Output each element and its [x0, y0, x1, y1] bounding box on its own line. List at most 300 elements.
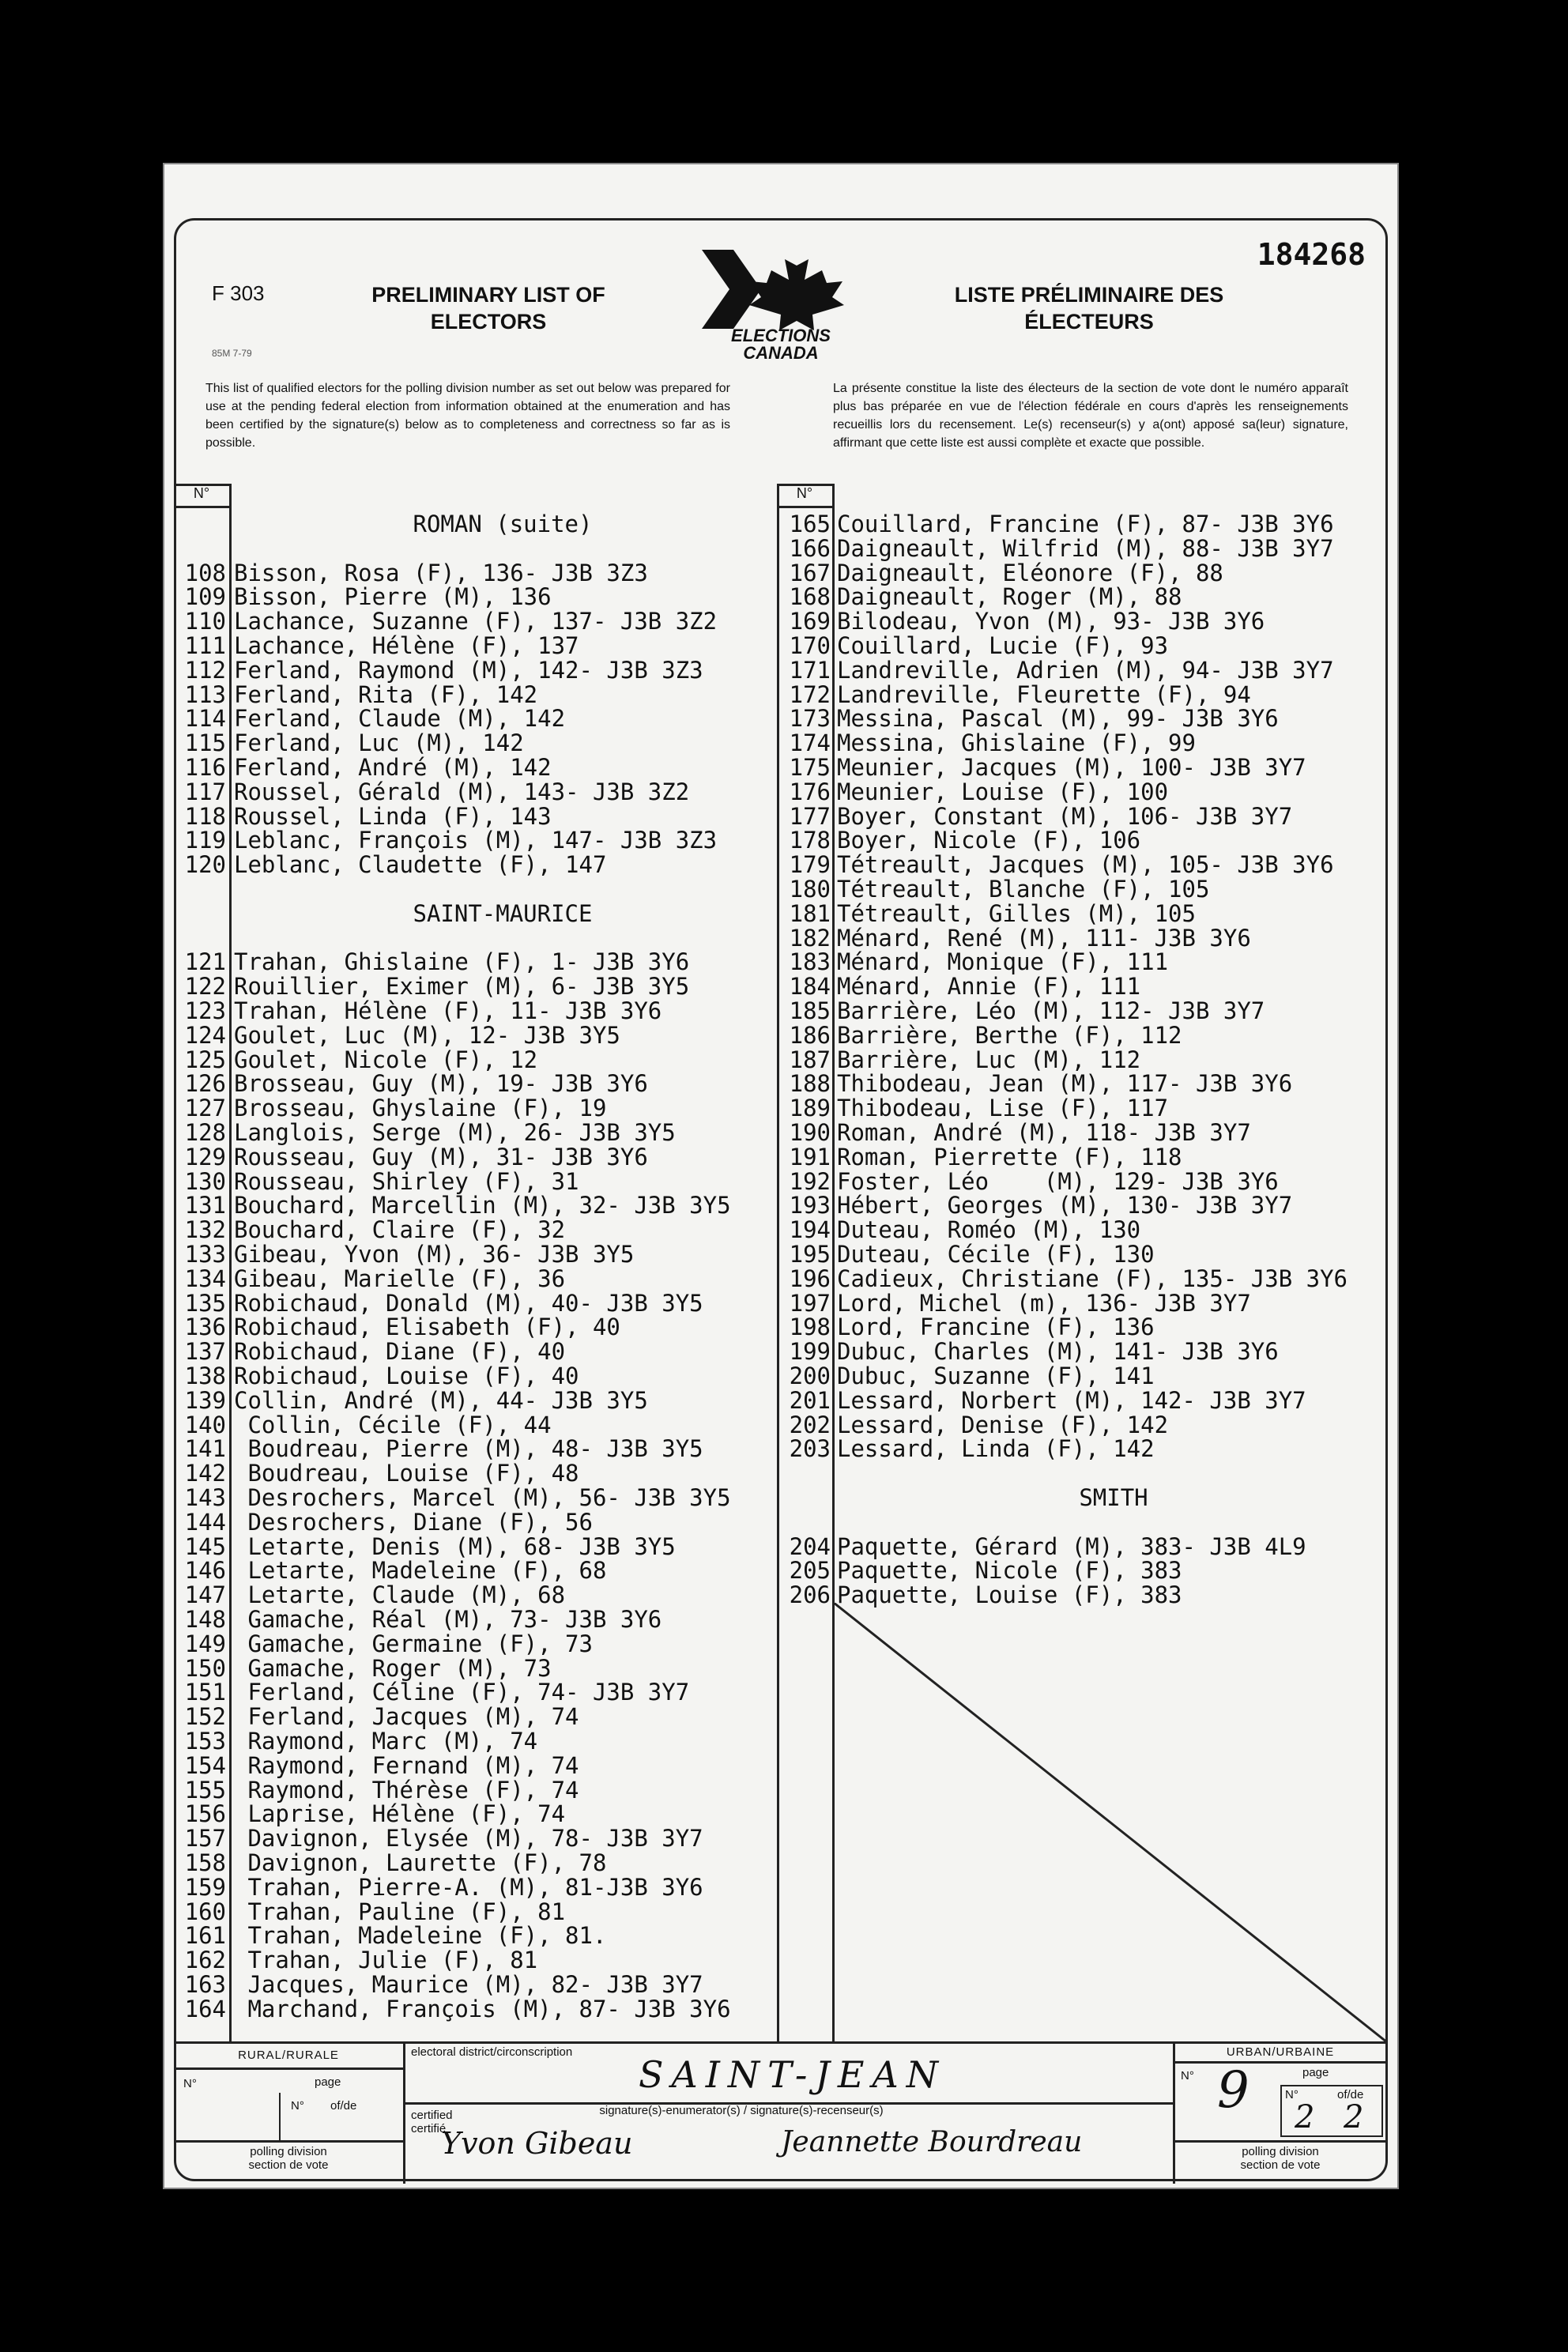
elector-entry: Paquette, Louise (F), 383	[837, 1581, 1182, 1609]
elector-entry: Roman, Pierrette (F), 118	[837, 1143, 1182, 1170]
elector-number: 119	[184, 827, 226, 854]
elector-number: 196	[789, 1265, 831, 1292]
elector-number: 181	[789, 899, 831, 927]
elector-entry: Rousseau, Guy (M), 31- J3B 3Y6	[234, 1143, 648, 1170]
elector-number: 122	[184, 973, 226, 1001]
elector-number: 120	[184, 851, 226, 879]
elector-row	[164, 1851, 777, 1875]
elector-row	[777, 1340, 1393, 1364]
elector-number: 121	[184, 948, 226, 976]
elector-number: 187	[789, 1046, 831, 1073]
elector-number: 190	[789, 1119, 831, 1146]
elector-row	[164, 1386, 777, 1414]
elector-row	[164, 1291, 777, 1316]
elector-row	[777, 585, 1393, 609]
rural-page-label: page	[315, 2075, 341, 2089]
elector-row	[164, 1632, 777, 1657]
elector-entry: Roman, André (M), 118- J3B 3Y7	[837, 1119, 1251, 1146]
elector-row	[164, 1583, 777, 1608]
elector-entry: Tétreault, Jacques (M), 105- J3B 3Y6	[837, 851, 1334, 879]
elector-row	[164, 1072, 777, 1096]
elector-entry: Raymond, Thérèse (F), 74	[234, 1776, 579, 1804]
elector-number: 173	[789, 705, 831, 733]
elector-entry: Bisson, Rosa (F), 136- J3B 3Z3	[234, 559, 648, 586]
elector-number: 147	[184, 1581, 226, 1609]
elector-row	[164, 1267, 777, 1291]
elector-entry: Landreville, Fleurette (F), 94	[837, 680, 1251, 708]
elector-entry: Rousseau, Shirley (F), 31	[234, 1167, 579, 1195]
urban-no-label: N°	[1181, 2069, 1194, 2082]
elector-entry: Dubuc, Suzanne (F), 141	[837, 1363, 1155, 1389]
page-no-label: N°	[1285, 2088, 1298, 2101]
elector-entry: Roussel, Linda (F), 143	[234, 802, 552, 830]
elector-entry: Messina, Pascal (M), 99- J3B 3Y6	[837, 705, 1279, 733]
elector-row	[164, 1486, 777, 1510]
elector-row	[777, 1559, 1393, 1583]
elector-row	[164, 1532, 777, 1560]
elector-entry: Trahan, Julie (F), 81	[234, 1947, 538, 1974]
left-number-header: N°	[193, 485, 210, 501]
elector-row	[777, 1072, 1393, 1096]
elector-entry: Tétreault, Blanche (F), 105	[837, 876, 1210, 903]
right-number-header: N°	[796, 485, 813, 501]
elector-number: 197	[789, 1289, 831, 1317]
elector-entry: Barrière, Luc (M), 112	[837, 1046, 1141, 1073]
elector-entry: Daigneault, Eléonore (F), 88	[837, 559, 1223, 586]
elector-entry: Trahan, Hélène (F), 11- J3B 3Y6	[234, 997, 662, 1024]
elector-row	[164, 1364, 777, 1389]
elector-row	[777, 1291, 1393, 1316]
elector-entry: Boudreau, Pierre (M), 48- J3B 3Y5	[234, 1435, 703, 1463]
elector-row	[164, 561, 777, 586]
elector-entry: Brosseau, Guy (M), 19- J3B 3Y6	[234, 1070, 648, 1098]
elector-row	[777, 877, 1393, 902]
elector-row	[164, 802, 777, 830]
elector-number: 126	[184, 1070, 226, 1098]
title-english-line-1: PRELIMINARY LIST OF	[371, 283, 605, 307]
elector-entry: Goulet, Nicole (F), 12	[234, 1046, 538, 1073]
elector-row	[164, 1559, 777, 1583]
blank-area-strikeout-line	[834, 1603, 1387, 2042]
elector-number: 172	[789, 680, 831, 708]
elector-number: 129	[184, 1143, 226, 1170]
elector-row	[164, 1340, 777, 1364]
elector-entry: Barrière, Berthe (F), 112	[837, 1021, 1182, 1049]
signature-label: signature(s)-enumerator(s) / signature(s)-recenseur(s)	[599, 2104, 884, 2117]
elector-row	[164, 1218, 777, 1242]
elector-number: 201	[789, 1386, 831, 1414]
elector-row	[777, 1242, 1393, 1267]
elector-number: 188	[789, 1070, 831, 1098]
elector-number: 131	[184, 1192, 226, 1219]
elector-number: 193	[789, 1192, 831, 1219]
elector-row	[777, 680, 1393, 708]
elections-canada-logo	[686, 242, 876, 363]
elector-entry: Lord, Michel (m), 136- J3B 3Y7	[837, 1289, 1251, 1317]
elector-row	[164, 974, 777, 999]
certified-fr: certifié	[411, 2122, 447, 2135]
elector-number: 136	[184, 1314, 226, 1341]
rural-label-rule	[174, 2067, 403, 2070]
elector-number: 202	[789, 1411, 831, 1438]
page-of-box	[1280, 2085, 1383, 2137]
elector-number: 159	[184, 1873, 226, 1901]
elector-number: 167	[789, 559, 831, 586]
rural-page-box-rule	[279, 2093, 281, 2140]
elector-number: 140	[184, 1411, 226, 1438]
elector-entry: Barrière, Léo (M), 112- J3B 3Y7	[837, 997, 1265, 1024]
elector-number: 184	[789, 973, 831, 1001]
rural-no-label: N°	[183, 2077, 197, 2090]
elector-row	[777, 999, 1393, 1023]
elector-row	[164, 1973, 777, 1997]
elector-entry: Dubuc, Charles (M), 141- J3B 3Y6	[837, 1338, 1279, 1366]
elector-number: 135	[184, 1289, 226, 1317]
elector-number: 160	[184, 1898, 226, 1925]
elector-entry: Tétreault, Gilles (M), 105	[837, 899, 1196, 927]
elector-entry: Trahan, Pauline (F), 81	[234, 1898, 566, 1925]
enumerator-signature-1: Yvon Gibeau	[441, 2126, 633, 2161]
elector-number: 123	[184, 997, 226, 1024]
elector-number: 128	[184, 1119, 226, 1146]
elector-number: 166	[789, 534, 831, 562]
elector-number: 137	[184, 1338, 226, 1366]
logo-line-1: ELECTIONS	[731, 326, 831, 345]
elector-row	[164, 1608, 777, 1632]
rural-page-no-label: N°	[291, 2099, 304, 2113]
elector-number: 165	[789, 511, 831, 537]
elector-entry: Duteau, Roméo (M), 130	[837, 1216, 1141, 1244]
elector-row	[164, 1121, 777, 1145]
elector-entry: Ménard, René (M), 111- J3B 3Y6	[837, 924, 1251, 952]
elector-row	[164, 1778, 777, 1803]
elector-entry: Gamache, Réal (M), 73- J3B 3Y6	[234, 1606, 662, 1633]
elector-entry: Ferland, Luc (M), 142	[234, 729, 524, 757]
elector-row	[164, 1802, 777, 1826]
elector-row	[164, 658, 777, 683]
elector-entry: Couillard, Lucie (F), 93	[837, 632, 1169, 659]
elector-row	[164, 1751, 777, 1779]
elector-entry: Lachance, Hélène (F), 137	[234, 632, 579, 659]
elector-number: 145	[184, 1532, 226, 1560]
footer-top-rule	[174, 2041, 1388, 2044]
elector-entry: Ferland, Céline (F), 74- J3B 3Y7	[234, 1679, 690, 1706]
elector-row	[164, 707, 777, 731]
elector-row	[164, 634, 777, 658]
elector-row	[777, 707, 1393, 731]
elector-number: 130	[184, 1167, 226, 1195]
elector-number: 203	[789, 1435, 831, 1463]
elector-row	[777, 1218, 1393, 1242]
elector-number: 177	[789, 802, 831, 830]
elector-number: 192	[789, 1167, 831, 1195]
elector-entry: Daigneault, Wilfrid (M), 88- J3B 3Y7	[837, 534, 1334, 562]
logo-wordmark	[686, 327, 876, 362]
elector-entry: Desrochers, Marcel (M), 56- J3B 3Y5	[234, 1484, 731, 1511]
elector-entry: Bilodeau, Yvon (M), 93- J3B 3Y6	[837, 608, 1265, 635]
elector-row	[164, 1048, 777, 1072]
elector-row	[777, 974, 1393, 999]
elector-entry: Lachance, Suzanne (F), 137- J3B 3Z2	[234, 608, 718, 635]
elector-number: 155	[184, 1776, 226, 1804]
elector-number: 144	[184, 1508, 226, 1536]
elector-entry: Collin, André (M), 44- J3B 3Y5	[234, 1386, 648, 1414]
elector-row	[164, 1680, 777, 1705]
elector-row	[164, 1167, 777, 1195]
elector-number: 176	[789, 778, 831, 805]
elector-row	[777, 1048, 1393, 1072]
elector-number: 168	[789, 583, 831, 611]
elector-row	[164, 1461, 777, 1486]
elector-row	[777, 1386, 1393, 1414]
elector-number: 114	[184, 705, 226, 733]
elector-entry: Bouchard, Marcellin (M), 32- J3B 3Y5	[234, 1192, 731, 1219]
title-english	[338, 281, 639, 335]
elector-row	[777, 561, 1393, 586]
elector-number: 169	[789, 608, 831, 635]
elector-number: 153	[184, 1728, 226, 1755]
elector-number: 157	[184, 1825, 226, 1853]
form-number: F 303	[212, 281, 265, 305]
elector-entry: Raymond, Marc (M), 74	[234, 1728, 538, 1755]
elector-row	[777, 658, 1393, 683]
polling-left-rule	[174, 2140, 403, 2143]
rural-polling-fr: section de vote	[248, 2158, 329, 2172]
elector-entry: Trahan, Ghislaine (F), 1- J3B 3Y6	[234, 948, 690, 976]
electors-list-left	[164, 512, 777, 2041]
elector-row	[777, 1267, 1393, 1291]
elector-number: 170	[789, 632, 831, 659]
elector-number: 162	[184, 1947, 226, 1974]
elector-entry: Lessard, Linda (F), 142	[837, 1435, 1155, 1463]
elector-entry: Hébert, Georges (M), 130- J3B 3Y7	[837, 1192, 1293, 1219]
elector-row	[164, 950, 777, 974]
elector-number: 195	[789, 1241, 831, 1268]
elector-row	[777, 780, 1393, 805]
elector-row	[777, 1145, 1393, 1170]
polling-division-number: 9	[1217, 2061, 1250, 2120]
elector-row	[777, 756, 1393, 780]
elector-row	[164, 1654, 777, 1682]
elector-entry: Trahan, Pierre-A. (M), 81-J3B 3Y6	[234, 1873, 703, 1901]
elector-number: 179	[789, 851, 831, 879]
title-french	[915, 281, 1263, 335]
elector-row	[777, 534, 1393, 562]
elector-entry: Duteau, Cécile (F), 130	[837, 1241, 1155, 1268]
elector-number: 143	[184, 1484, 226, 1511]
elector-number: 152	[184, 1703, 226, 1731]
title-french-line-1: LISTE PRÉLIMINAIRE DES	[954, 283, 1224, 307]
elector-entry: Daigneault, Roger (M), 88	[837, 583, 1182, 611]
elector-row	[777, 899, 1393, 927]
elector-number: 198	[789, 1314, 831, 1341]
elector-number: 113	[184, 680, 226, 708]
elector-row	[164, 1948, 777, 1973]
elector-number: 133	[184, 1241, 226, 1268]
elector-number: 138	[184, 1363, 226, 1389]
elector-number: 118	[184, 802, 226, 830]
elector-entry: Marchand, François (M), 87- J3B 3Y6	[234, 1995, 731, 2022]
elector-entry: Bouchard, Claire (F), 32	[234, 1216, 566, 1244]
elector-entry: Landreville, Adrien (M), 94- J3B 3Y7	[837, 656, 1334, 684]
right-no-header-bottom-rule	[777, 506, 834, 508]
elector-number: 183	[789, 948, 831, 976]
elector-number: 117	[184, 778, 226, 805]
elector-row	[777, 1121, 1393, 1145]
elector-number: 142	[184, 1460, 226, 1487]
elector-row	[164, 780, 777, 805]
elector-row	[777, 853, 1393, 877]
elector-row	[164, 756, 777, 780]
elector-number: 182	[789, 924, 831, 952]
elector-entry: Trahan, Madeleine (F), 81.	[234, 1922, 607, 1950]
elector-number: 116	[184, 754, 226, 781]
elector-number: 189	[789, 1095, 831, 1122]
elector-row	[164, 1705, 777, 1729]
rural-polling-division-label	[174, 2145, 403, 2172]
elector-entry: Ferland, Claude (M), 142	[234, 705, 566, 733]
elector-number: 158	[184, 1849, 226, 1876]
elector-entry: Paquette, Gérard (M), 383- J3B 4L9	[837, 1532, 1306, 1560]
elector-row	[777, 802, 1393, 830]
elector-row	[164, 828, 777, 853]
elector-entry: Meunier, Louise (F), 100	[837, 778, 1169, 805]
elector-entry: Roussel, Gérald (M), 143- J3B 3Z2	[234, 778, 690, 805]
elector-entry: Lessard, Norbert (M), 142- J3B 3Y7	[837, 1386, 1306, 1414]
elector-row	[164, 1242, 777, 1267]
elector-entry: Couillard, Francine (F), 87- J3B 3Y6	[837, 511, 1334, 537]
elector-row	[164, 585, 777, 609]
elector-number: 127	[184, 1095, 226, 1122]
rural-polling-en: polling division	[250, 2145, 327, 2158]
elector-row	[777, 512, 1393, 537]
elector-entry: Boyer, Nicole (F), 106	[837, 827, 1141, 854]
elector-row	[164, 999, 777, 1023]
elector-number: 156	[184, 1800, 226, 1828]
elector-number: 191	[789, 1143, 831, 1170]
elector-entry: Ferland, Rita (F), 142	[234, 680, 538, 708]
elector-entry: Letarte, Madeleine (F), 68	[234, 1557, 607, 1585]
page-of-label: of/de	[1337, 2088, 1364, 2101]
elector-row	[164, 1437, 777, 1461]
elector-entry: Gibeau, Marielle (F), 36	[234, 1265, 566, 1292]
elector-entry: Ménard, Annie (F), 111	[837, 973, 1141, 1001]
elector-number: 200	[789, 1363, 831, 1389]
elector-entry: Brosseau, Ghyslaine (F), 19	[234, 1095, 607, 1122]
elector-row	[777, 609, 1393, 634]
elector-entry: Thibodeau, Jean (M), 117- J3B 3Y6	[837, 1070, 1293, 1098]
elector-number: 109	[184, 583, 226, 611]
elector-entry: Letarte, Denis (M), 68- J3B 3Y5	[234, 1532, 676, 1560]
elector-number: 149	[184, 1630, 226, 1657]
district-label: electoral district/circonscription	[411, 2045, 573, 2059]
page-number: 2	[1295, 2099, 1315, 2135]
elector-row	[164, 1193, 777, 1218]
elector-entry: Desrochers, Diane (F), 56	[234, 1508, 593, 1536]
elector-entry: Davignon, Elysée (M), 78- J3B 3Y7	[234, 1825, 703, 1853]
elector-number: 115	[184, 729, 226, 757]
elector-entry: Gamache, Roger (M), 73	[234, 1654, 552, 1682]
elector-number: 194	[789, 1216, 831, 1244]
elector-entry: Robichaud, Diane (F), 40	[234, 1338, 566, 1366]
elector-number: 139	[184, 1386, 226, 1414]
urban-polling-en: polling division	[1242, 2145, 1319, 2158]
elector-row	[777, 1193, 1393, 1218]
serial-number: 184268	[1257, 237, 1366, 272]
elector-entry: Lessard, Denise (F), 142	[837, 1411, 1169, 1438]
elector-row	[164, 731, 777, 756]
elector-entry: Davignon, Laurette (F), 78	[234, 1849, 607, 1876]
rural-label: RURAL/RURALE	[238, 2049, 339, 2062]
elector-row	[164, 1900, 777, 1924]
elector-row	[164, 1826, 777, 1851]
enumerator-signature-2: Jeannette Bourdreau	[781, 2126, 1083, 2158]
elector-entry: Messina, Ghislaine (F), 99	[837, 729, 1196, 757]
left-no-header-bottom-rule	[174, 506, 231, 508]
elector-number: 124	[184, 1021, 226, 1049]
elector-entry: Lord, Francine (F), 136	[837, 1314, 1155, 1341]
intro-french: La présente constitue la liste des électeurs de la section de vote dont le numéro apparaît plus bas préparée en vue de l'élection fédérale en cours d'après les renseignements recueillis lors du recensement. Le(s) recenseur(s) y a(ont) apposé sa(leur) signature, affirmant que cette liste est aussi complète et exacte que possible.	[833, 382, 1348, 450]
elector-entry: Jacques, Maurice (M), 82- J3B 3Y7	[234, 1971, 703, 1998]
elector-row	[164, 1145, 777, 1170]
elector-entry: Foster, Léo (M), 129- J3B 3Y6	[837, 1167, 1279, 1195]
elector-entry: Cadieux, Christiane (F), 135- J3B 3Y6	[837, 1265, 1348, 1292]
elector-number: 125	[184, 1046, 226, 1073]
elector-entry: Leblanc, François (M), 147- J3B 3Z3	[234, 827, 718, 854]
elector-number: 205	[789, 1557, 831, 1585]
elector-entry: Leblanc, Claudette (F), 147	[234, 851, 607, 879]
street-section-heading: ROMAN (suite)	[413, 511, 593, 537]
elector-number: 171	[789, 656, 831, 684]
elector-number: 112	[184, 656, 226, 684]
street-section-heading: SAINT-MAURICE	[413, 899, 593, 927]
elector-row	[164, 1924, 777, 1948]
elector-row	[164, 1315, 777, 1340]
elector-number: 199	[789, 1338, 831, 1366]
elector-entry: Gibeau, Yvon (M), 36- J3B 3Y5	[234, 1241, 635, 1268]
elector-row	[777, 1532, 1393, 1560]
elector-number: 132	[184, 1216, 226, 1244]
elector-entry: Goulet, Luc (M), 12- J3B 3Y5	[234, 1021, 620, 1049]
enumeration-form-sheet	[164, 164, 1397, 2188]
elector-number: 148	[184, 1606, 226, 1633]
elector-number: 163	[184, 1971, 226, 1998]
elector-entry: Rouillier, Eximer (M), 6- J3B 3Y5	[234, 973, 690, 1001]
elector-number: 134	[184, 1265, 226, 1292]
elector-row	[777, 1364, 1393, 1389]
elector-number: 175	[789, 754, 831, 781]
elector-row	[164, 853, 777, 877]
elector-number: 110	[184, 608, 226, 635]
elector-number: 161	[184, 1922, 226, 1950]
elector-row	[164, 1997, 777, 2022]
title-english-line-2: ELECTORS	[430, 310, 547, 334]
elector-entry: Ferland, Raymond (M), 142- J3B 3Z3	[234, 656, 703, 684]
elector-number: 206	[789, 1581, 831, 1609]
polling-right-rule	[1173, 2140, 1388, 2143]
elector-entry: Letarte, Claude (M), 68	[234, 1581, 566, 1609]
elector-entry: Collin, Cécile (F), 44	[234, 1411, 552, 1438]
elector-entry: Ferland, André (M), 142	[234, 754, 552, 781]
elector-entry: Meunier, Jacques (M), 100- J3B 3Y7	[837, 754, 1306, 781]
elector-number: 154	[184, 1751, 226, 1779]
elector-number: 178	[789, 827, 831, 854]
elector-row	[777, 1413, 1393, 1438]
elector-entry: Ferland, Jacques (M), 74	[234, 1703, 579, 1731]
elector-number: 146	[184, 1557, 226, 1585]
elector-row	[777, 1437, 1393, 1461]
elector-row	[164, 1729, 777, 1754]
